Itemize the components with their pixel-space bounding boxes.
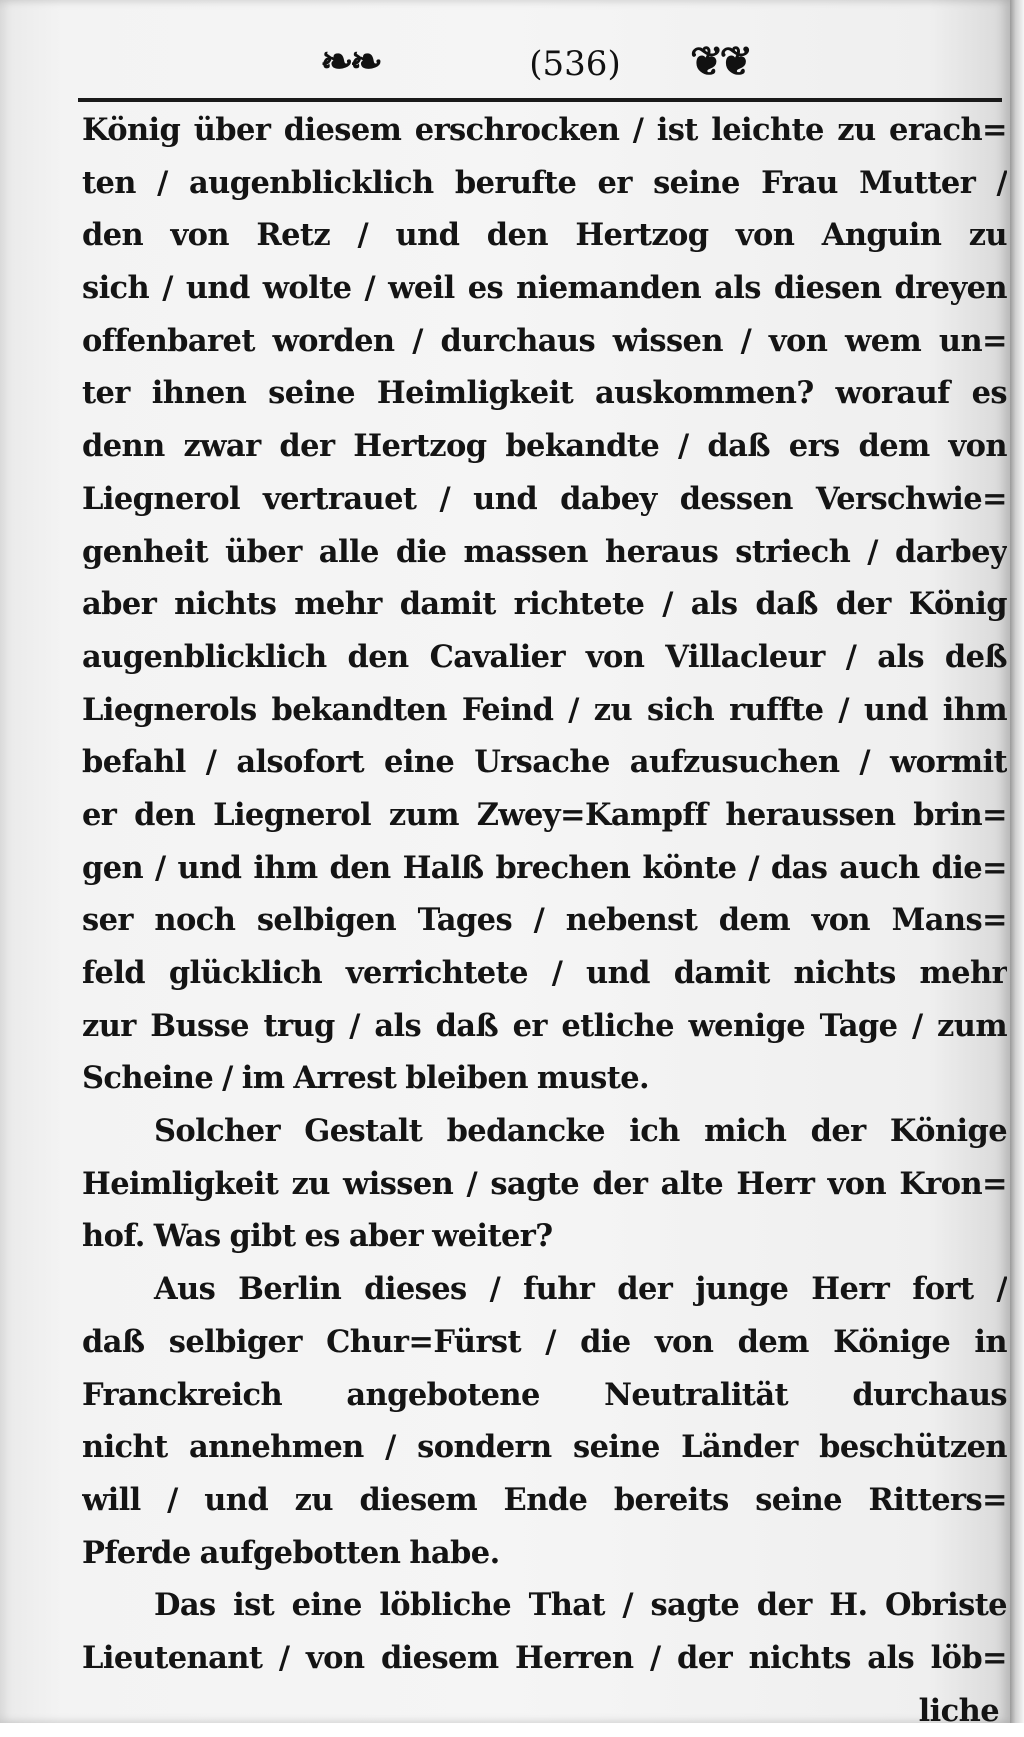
- text-line: er den Liegnerol zum Zwey=Kampff heraussen brin=: [82, 796, 1007, 833]
- catchword: liche: [918, 1692, 999, 1729]
- text-line: sich / und wolte / weil es niemanden als diesen dreyen: [82, 270, 1007, 307]
- text-line: Das ist eine löbliche That / sagte der H. Obriste: [154, 1587, 1007, 1624]
- text-line: Liegnerol vertrauet / und dabey dessen Verschwie=: [82, 480, 1007, 517]
- text-line: Heimligkeit zu wissen / sagte der alte Herr von Kron=: [82, 1165, 1007, 1202]
- text-line: ten / augenblicklich berufte er seine Frau Mutter /: [82, 164, 1007, 201]
- text-line: Franckreich angebotene Neutralität durchaus: [82, 1376, 1007, 1413]
- header-rule: [78, 98, 1002, 102]
- text-line: offenbaret worden / durchaus wissen / von wem un=: [82, 322, 1007, 359]
- text-line: befahl / alsofort eine Ursache aufzusuchen / wormit: [82, 744, 1007, 781]
- text-line: aber nichts mehr damit richtete / als daß der König: [82, 586, 1007, 623]
- text-line: genheit über alle die massen heraus striech / darbey: [82, 533, 1007, 570]
- text-line: Scheine / im Arrest bleiben muste.: [82, 1060, 650, 1097]
- header-ornament-left: ❧❧: [320, 38, 380, 85]
- text-line: ter ihnen seine Heimligkeit auskommen? worauf es: [82, 375, 1007, 412]
- text-line: denn zwar der Hertzog bekandte / daß ers dem von: [82, 428, 1007, 465]
- text-line: daß selbiger Chur=Fürst / die von dem Könige in: [82, 1323, 1007, 1360]
- text-line: Pferde aufgebotten habe.: [82, 1534, 500, 1571]
- text-line: hof. Was gibt es aber weiter?: [82, 1218, 553, 1255]
- text-line: nicht annehmen / sondern seine Länder beschützen: [82, 1429, 1007, 1466]
- page-edge-shadow: [1010, 0, 1024, 1723]
- text-line: gen / und ihm den Halß brechen könte / das auch die=: [82, 849, 1007, 886]
- text-line: Lieutenant / von diesem Herren / der nichts als löb=: [82, 1639, 1007, 1676]
- text-line: den von Retz / und den Hertzog von Anguin zu: [82, 217, 1007, 254]
- text-line: Liegnerols bekandten Feind / zu sich ruffte / und ihm: [82, 691, 1007, 728]
- page-header: [80, 28, 1000, 98]
- text-line: will / und zu diesem Ende bereits seine Ritters=: [82, 1481, 1007, 1518]
- text-line: augenblicklich den Cavalier von Villacleur / als deß: [82, 638, 1007, 675]
- text-line: zur Busse trug / als daß er etliche wenige Tage / zum: [82, 1007, 1007, 1044]
- header-ornament-right: ❦❦: [690, 38, 750, 85]
- text-line: feld glücklich verrichtete / und damit nichts mehr: [82, 955, 1007, 991]
- text-line: Aus Berlin dieses / fuhr der junge Herr fort /: [154, 1271, 1007, 1308]
- page-number: (536): [529, 44, 621, 84]
- text-line: Solcher Gestalt bedancke ich mich der Könige: [154, 1113, 1007, 1150]
- text-line: König über diesem erschrocken / ist leichte zu erach=: [82, 112, 1007, 148]
- body-text: [82, 104, 1007, 1737]
- text-line: ser noch selbigen Tages / nebenst dem von Mans=: [82, 902, 1007, 939]
